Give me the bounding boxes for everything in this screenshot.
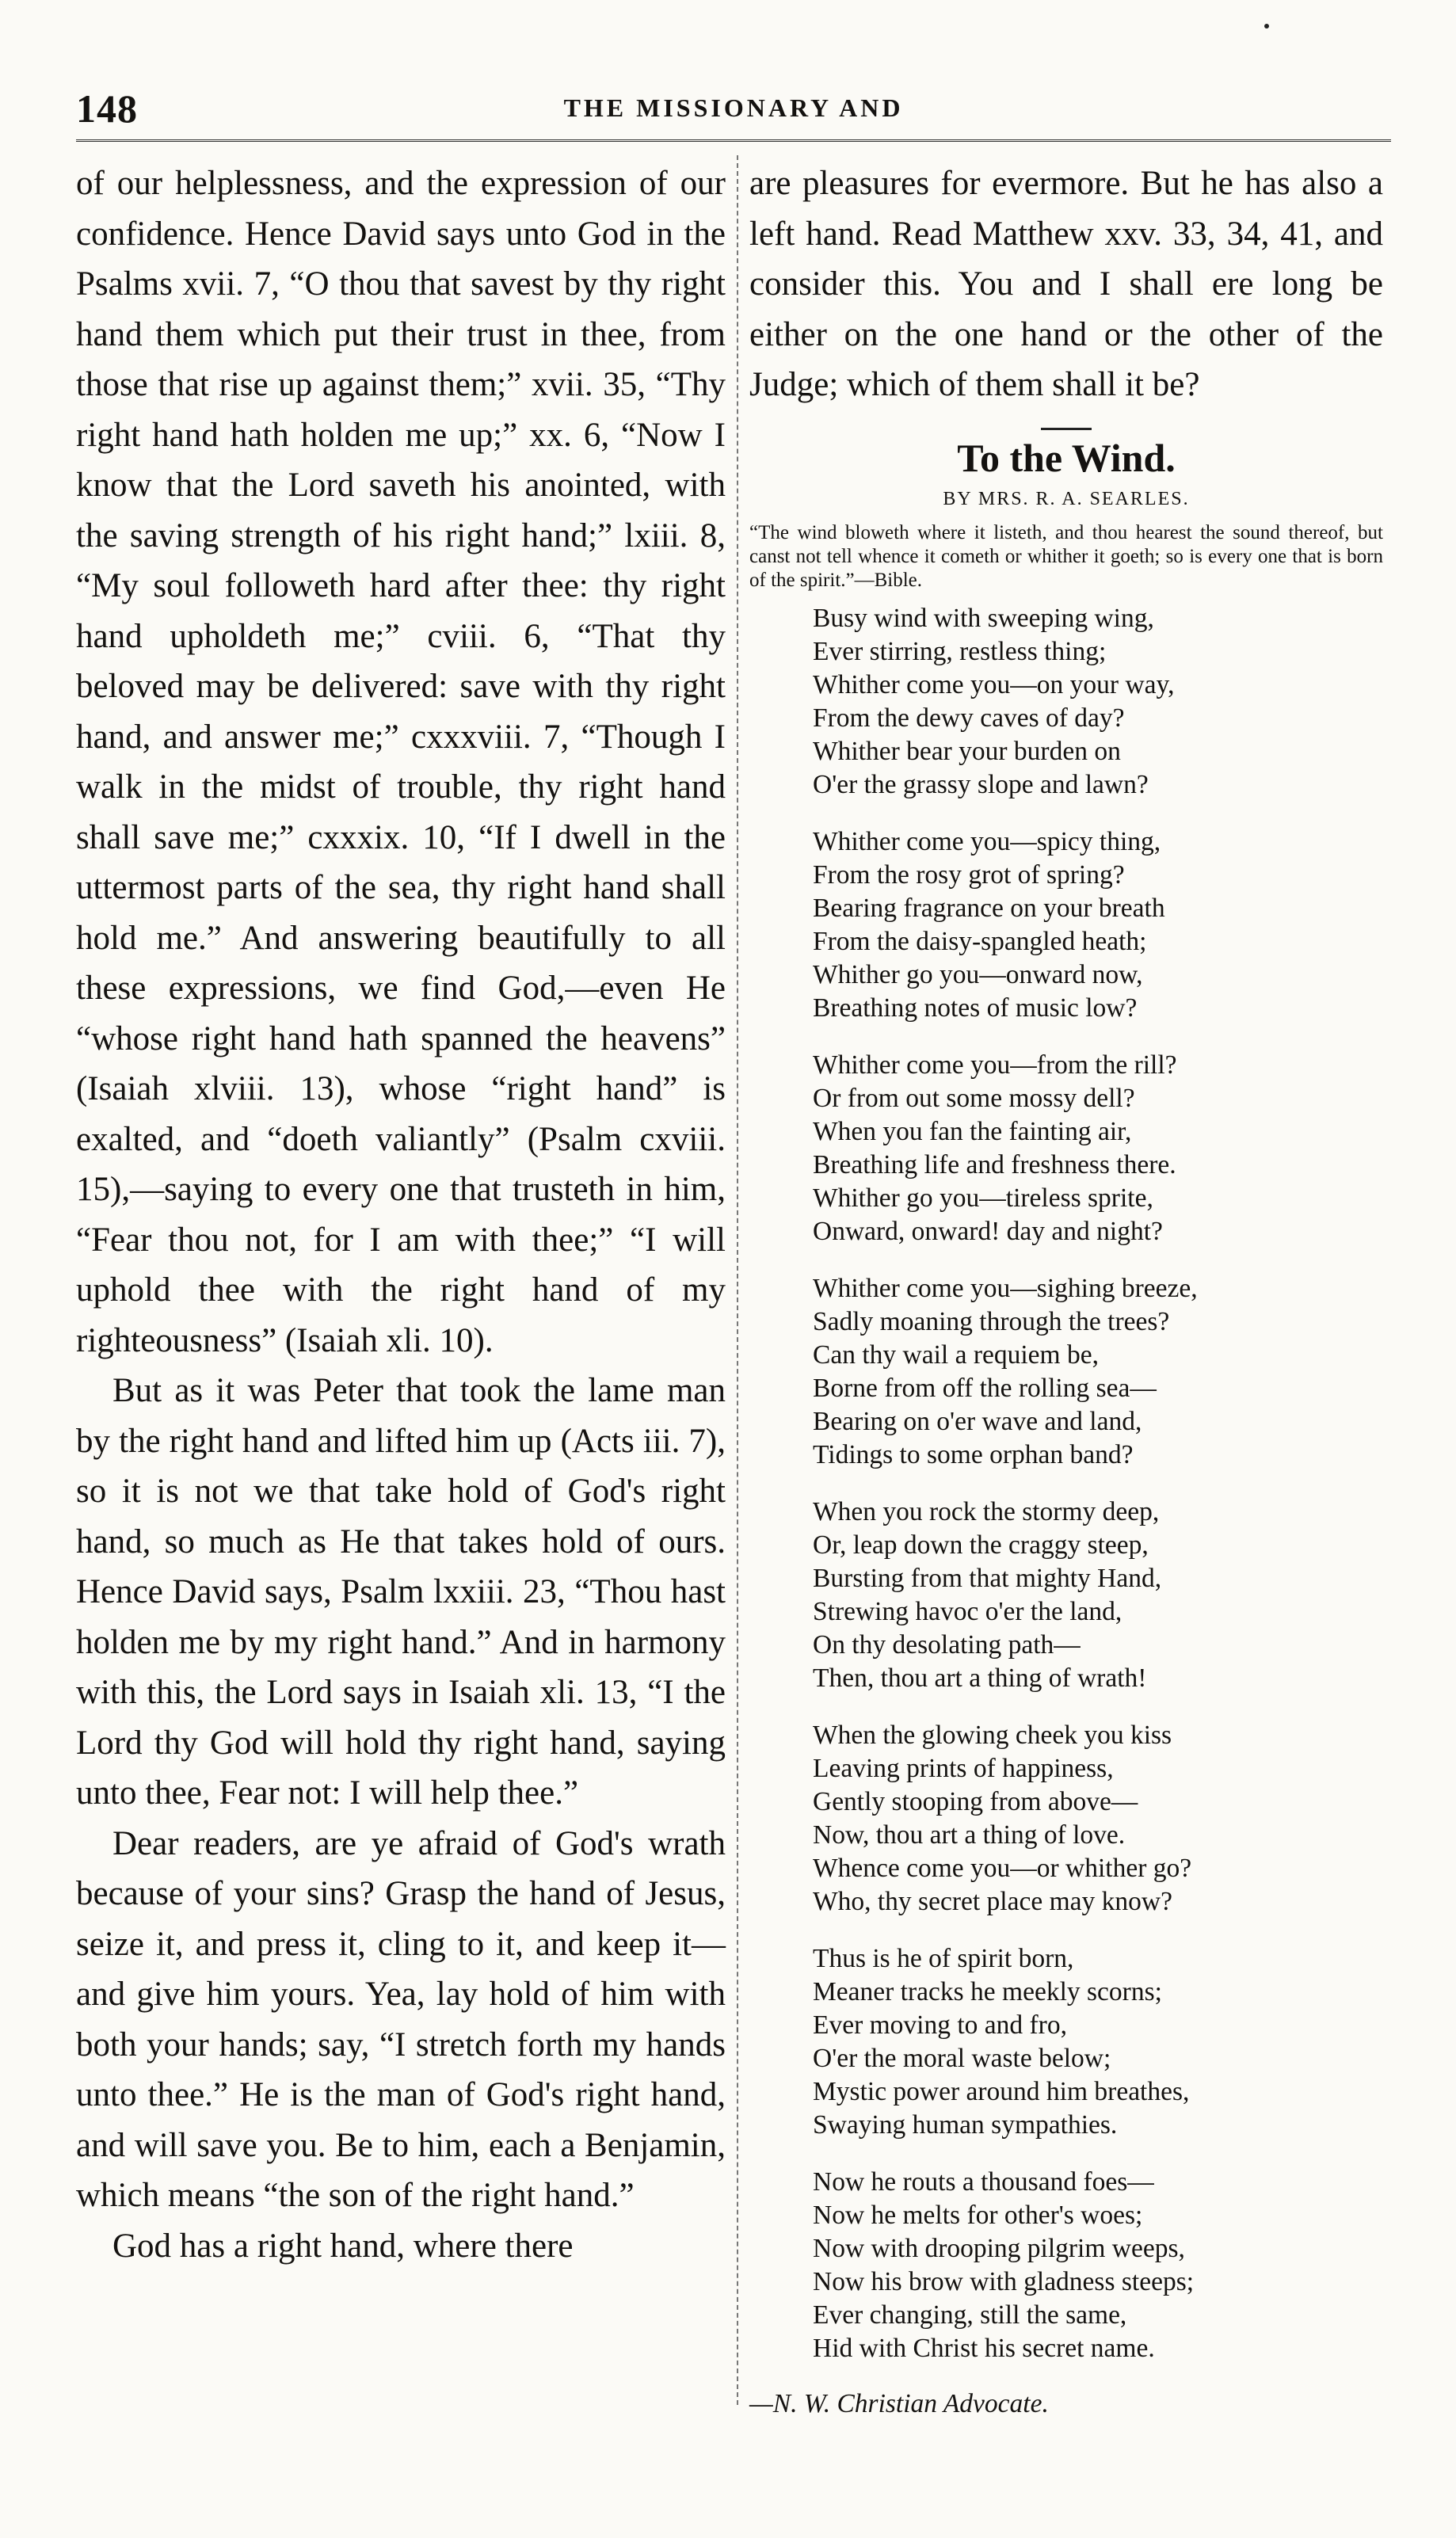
poem-line: When you rock the stormy deep, bbox=[813, 1496, 1160, 1526]
poem-line: On thy desolating path— bbox=[813, 1629, 1081, 1660]
poem-stanza bbox=[813, 1272, 1383, 1472]
poem-stanza bbox=[813, 1719, 1383, 1919]
left-paragraph-4: God has a right hand, where there bbox=[112, 2227, 574, 2265]
poem-line: Breathing life and freshness there. bbox=[813, 1149, 1176, 1179]
poem-line: Strewing havoc o'er the land, bbox=[813, 1596, 1122, 1626]
poem-line: When the glowing cheek you kiss bbox=[813, 1720, 1172, 1750]
poem-line: Or, leap down the craggy steep, bbox=[813, 1530, 1149, 1560]
poem-stanza bbox=[813, 1496, 1383, 1695]
poem-line: Whither bear your burden on bbox=[813, 736, 1121, 766]
poem-line: Borne from off the rolling sea— bbox=[813, 1373, 1157, 1403]
poem-line: Leaving prints of happiness, bbox=[813, 1753, 1114, 1783]
poem-line: O'er the moral waste below; bbox=[813, 2043, 1111, 2073]
poem-line: Ever moving to and fro, bbox=[813, 2010, 1067, 2040]
poem-line: Ever changing, still the same, bbox=[813, 2300, 1127, 2330]
poem-line: Whither come you—on your way, bbox=[813, 669, 1175, 699]
poem-stanzas bbox=[749, 602, 1383, 2365]
poem-line: Swaying human sympathies. bbox=[813, 2109, 1118, 2140]
column-divider bbox=[737, 155, 738, 2405]
poem-byline: BY MRS. R. A. SEARLES. bbox=[943, 488, 1190, 509]
poem-line: Or from out some mossy dell? bbox=[813, 1083, 1135, 1113]
poem-line: From the dewy caves of day? bbox=[813, 703, 1125, 733]
poem-line: Bursting from that mighty Hand, bbox=[813, 1563, 1162, 1593]
left-paragraph-2: But as it was Peter that took the lame man by the right hand and lifted him up (Acts iii. 7), so it is not we that take hold of God's right hand, so much as He that takes hold of ours. Hence David says, Psalm lxxiii. 23, “Thou hast holden me by my right hand.” And in harmony with this, the Lord says in Isaiah xli. 13, “I the Lord thy God will hold thy right hand, saying unto thee, Fear not: I will help thee.” bbox=[76, 1372, 726, 1812]
page-number: 148 bbox=[76, 86, 138, 131]
poem-line: Onward, onward! day and night? bbox=[813, 1216, 1163, 1246]
poem-stanza bbox=[813, 602, 1383, 802]
poem-line: Now his brow with gladness steeps; bbox=[813, 2266, 1195, 2296]
left-column bbox=[76, 158, 726, 2271]
poem-line: Whither come you—from the rill? bbox=[813, 1050, 1177, 1080]
poem-line: Breathing notes of music low? bbox=[813, 993, 1138, 1023]
page-header bbox=[76, 86, 1391, 141]
poem-line: Now, thou art a thing of love. bbox=[813, 1820, 1126, 1850]
poem-line: Bearing on o'er wave and land, bbox=[813, 1406, 1142, 1436]
poem-line: Whither go you—onward now, bbox=[813, 959, 1143, 989]
poem-stanza bbox=[813, 1942, 1383, 2142]
poem-epigraph: “The wind bloweth where it listeth, and thou hearest the sound thereof, but canst not tell whence it cometh or whither it goeth; so is every one that is born of the spirit.”—Bible. bbox=[749, 521, 1383, 591]
poem-line: Whither go you—tireless sprite, bbox=[813, 1183, 1153, 1213]
poem-line: Now with drooping pilgrim weeps, bbox=[813, 2233, 1185, 2263]
header-rule bbox=[76, 139, 1391, 148]
poem-line: Gently stooping from above— bbox=[813, 1786, 1138, 1816]
left-paragraph-1: of our helplessness, and the expression of our confidence. Hence David says unto God in the Psalms xvii. 7, “O thou that savest by thy right hand them which put their trust in thee, from those that rise up against them;” xvii. 35, “Thy right hand hath holden me up;” xx. 6, “Now I know that the Lord saveth his anointed, with the saving strength of his right hand;” lxiii. 8, “My soul followeth hard after thee: thy right hand upholdeth me;” cviii. 6, “That thy beloved may be delivered: save with thy right hand, and answer me;” cxxxviii. 7, “Though I walk in the midst of trouble, thy right hand shall save me;” cxxxix. 10, “If I dwell in the uttermost parts of the sea, thy right hand shall hold me.” And answering beautifully to all these expressions, we find God,—even He “whose right hand hath spanned the heavens” (Isaiah xlviii. 13), whose “right hand” is exalted, and “doeth valiantly” (Psalm cxviii. 15),—saying to every one that trusteth in him, “Fear thou not, for I am with thee;” “I will uphold thee with the right hand of my righteousness” (Isaiah xli. 10). bbox=[76, 165, 726, 1359]
poem-line: Busy wind with sweeping wing, bbox=[813, 603, 1154, 633]
poem-line: Ever stirring, restless thing; bbox=[813, 636, 1107, 666]
poem-title: To the Wind. bbox=[957, 435, 1176, 480]
poem-line: Tidings to some orphan band? bbox=[813, 1439, 1134, 1469]
poem-stanza bbox=[813, 1049, 1383, 1248]
poem-line: Meaner tracks he meekly scorns; bbox=[813, 1976, 1162, 2006]
poem-line: O'er the grassy slope and lawn? bbox=[813, 769, 1149, 799]
poem-attribution: —N. W. Christian Advocate. bbox=[749, 2388, 1049, 2418]
poem-line: From the rosy grot of spring? bbox=[813, 859, 1125, 890]
poem-line: Whither come you—spicy thing, bbox=[813, 826, 1161, 856]
ink-speck bbox=[1264, 24, 1269, 29]
poem-line: Now he routs a thousand foes— bbox=[813, 2166, 1154, 2197]
section-rule bbox=[1041, 428, 1092, 430]
poem-line: Can thy wail a requiem be, bbox=[813, 1340, 1099, 1370]
poem-line: From the daisy-spangled heath; bbox=[813, 926, 1147, 956]
poem-stanza bbox=[813, 2166, 1383, 2365]
poem-line: Now he melts for other's woes; bbox=[813, 2200, 1143, 2230]
right-column bbox=[749, 158, 1383, 2419]
poem-line: Mystic power around him breathes, bbox=[813, 2076, 1190, 2106]
poem-line: Hid with Christ his secret name. bbox=[813, 2333, 1155, 2363]
poem-line: Whither come you—sighing breeze, bbox=[813, 1273, 1198, 1303]
poem-line: Whence come you—or whither go? bbox=[813, 1853, 1192, 1883]
poem-line: When you fan the fainting air, bbox=[813, 1116, 1132, 1146]
poem-line: Thus is he of spirit born, bbox=[813, 1943, 1074, 1973]
running-title: THE MISSIONARY AND bbox=[563, 93, 904, 122]
poem-stanza bbox=[813, 825, 1383, 1025]
poem-line: Who, thy secret place may know? bbox=[813, 1886, 1172, 1916]
continuation-paragraph: are pleasures for evermore. But he has also a left hand. Read Matthew xxv. 33, 34, 41, and consider this. You and I shall ere long be either on the one hand or the other of the Judge; which of them shall it be? bbox=[749, 165, 1383, 403]
left-paragraph-3: Dear readers, are ye afraid of God's wrath because of your sins? Grasp the hand of Jesus, seize it, and press it, cling to it, and keep it—and give him yours. Yea, lay hold of him with both your hands; say, “I stretch forth my hands unto thee.” He is the man of God's right hand, and will save you. Be to him, each a Benjamin, which means “the son of the right hand.” bbox=[76, 1824, 726, 2214]
poem-line: Sadly moaning through the trees? bbox=[813, 1306, 1170, 1336]
poem-line: Bearing fragrance on your breath bbox=[813, 893, 1165, 923]
poem-line: Then, thou art a thing of wrath! bbox=[813, 1663, 1147, 1693]
